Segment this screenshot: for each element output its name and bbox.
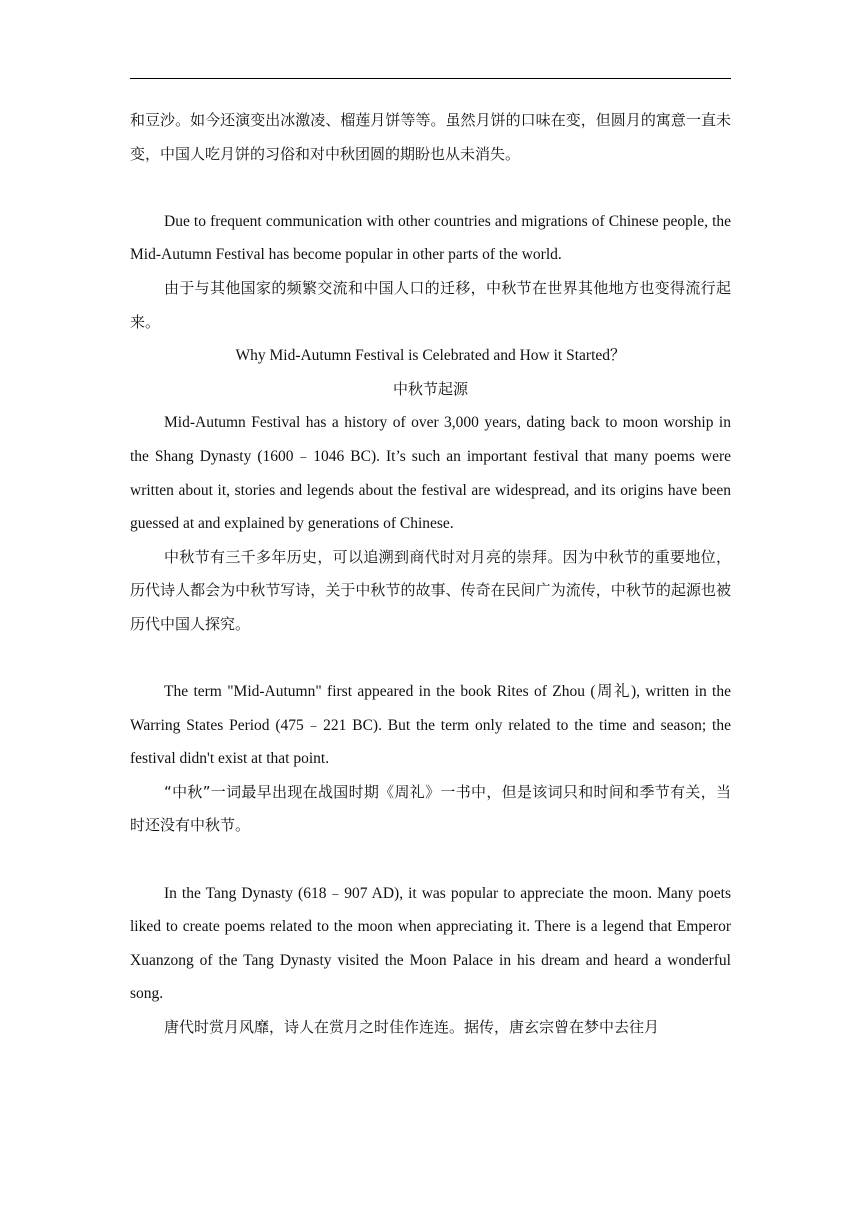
section-heading-en: Why Mid-Autumn Festival is Celebrated and How it Started？ (235, 347, 626, 365)
paragraph-zh-popularity: 由于与其他国家的频繁交流和中国人口的迁移，中秋节在世界其他地方也变得流行起来。 (130, 278, 731, 331)
paragraph-zh-history: 中秋节有三千多年历史，可以追溯到商代时对月亮的崇拜。因为中秋节的重要地位，历代诗人都会为中秋节写诗，关于中秋节的故事、传奇在民间广为流传，中秋节的起源也被历代中国人探究。 (130, 547, 731, 633)
paragraph-spacer (130, 171, 731, 205)
paragraph-en-history: Mid-Autumn Festival has a history of over 3,000 years, dating back to moon worship in the Shang Dynasty (1600﹣1046 BC). It’s such an important festival that many poems were written about it, stories and legends about the festival are widespread, and its origins have been guessed at and explained by generations of Chinese. (130, 414, 731, 533)
paragraph-en-tang-dynasty: In the Tang Dynasty (618﹣907 AD), it was popular to appreciate the moon. Many poets liked to create poems related to the moon when appreciating it. There is a legend that Emperor Xuanzong of the Tang Dynasty visited the Moon Palace in his dream and heard a wonderful song. (130, 884, 731, 1003)
paragraph-zh-rites-of-zhou: “中秋”一词最早出现在战国时期《周礼》一书中，但是该词只和时间和季节有关，当时还没有中秋节。 (130, 782, 731, 835)
paragraph-en-popularity: Due to frequent communication with other countries and migrations of Chinese people, the Mid-Autumn Festival has become popular in other parts of the world. (130, 212, 731, 264)
section-heading-zh: 中秋节起源 (392, 379, 468, 398)
paragraph-zh-mooncake-meaning: 和豆沙。如今还演变出冰激凌、榴莲月饼等等。虽然月饼的口味在变，但圆月的寓意一直未变，中国人吃月饼的习俗和对中秋团圆的期盼也从未消失。 (130, 111, 731, 163)
paragraph-spacer (130, 843, 731, 877)
paragraph-en-rites-of-zhou: The term "Mid-Autumn" first appeared in the book Rites of Zhou (周礼), written in the Warring States Period (475﹣221 BC). But the term only related to the time and season; the festival didn't exist at that point. (130, 683, 731, 768)
header-rule (130, 78, 731, 79)
document-body (130, 104, 731, 1045)
paragraph-spacer (130, 642, 731, 676)
paragraph-zh-tang-dynasty: 唐代时赏月风靡，诗人在赏月之时佳作连连。据传，唐玄宗曾在梦中去往月 (164, 1018, 660, 1037)
